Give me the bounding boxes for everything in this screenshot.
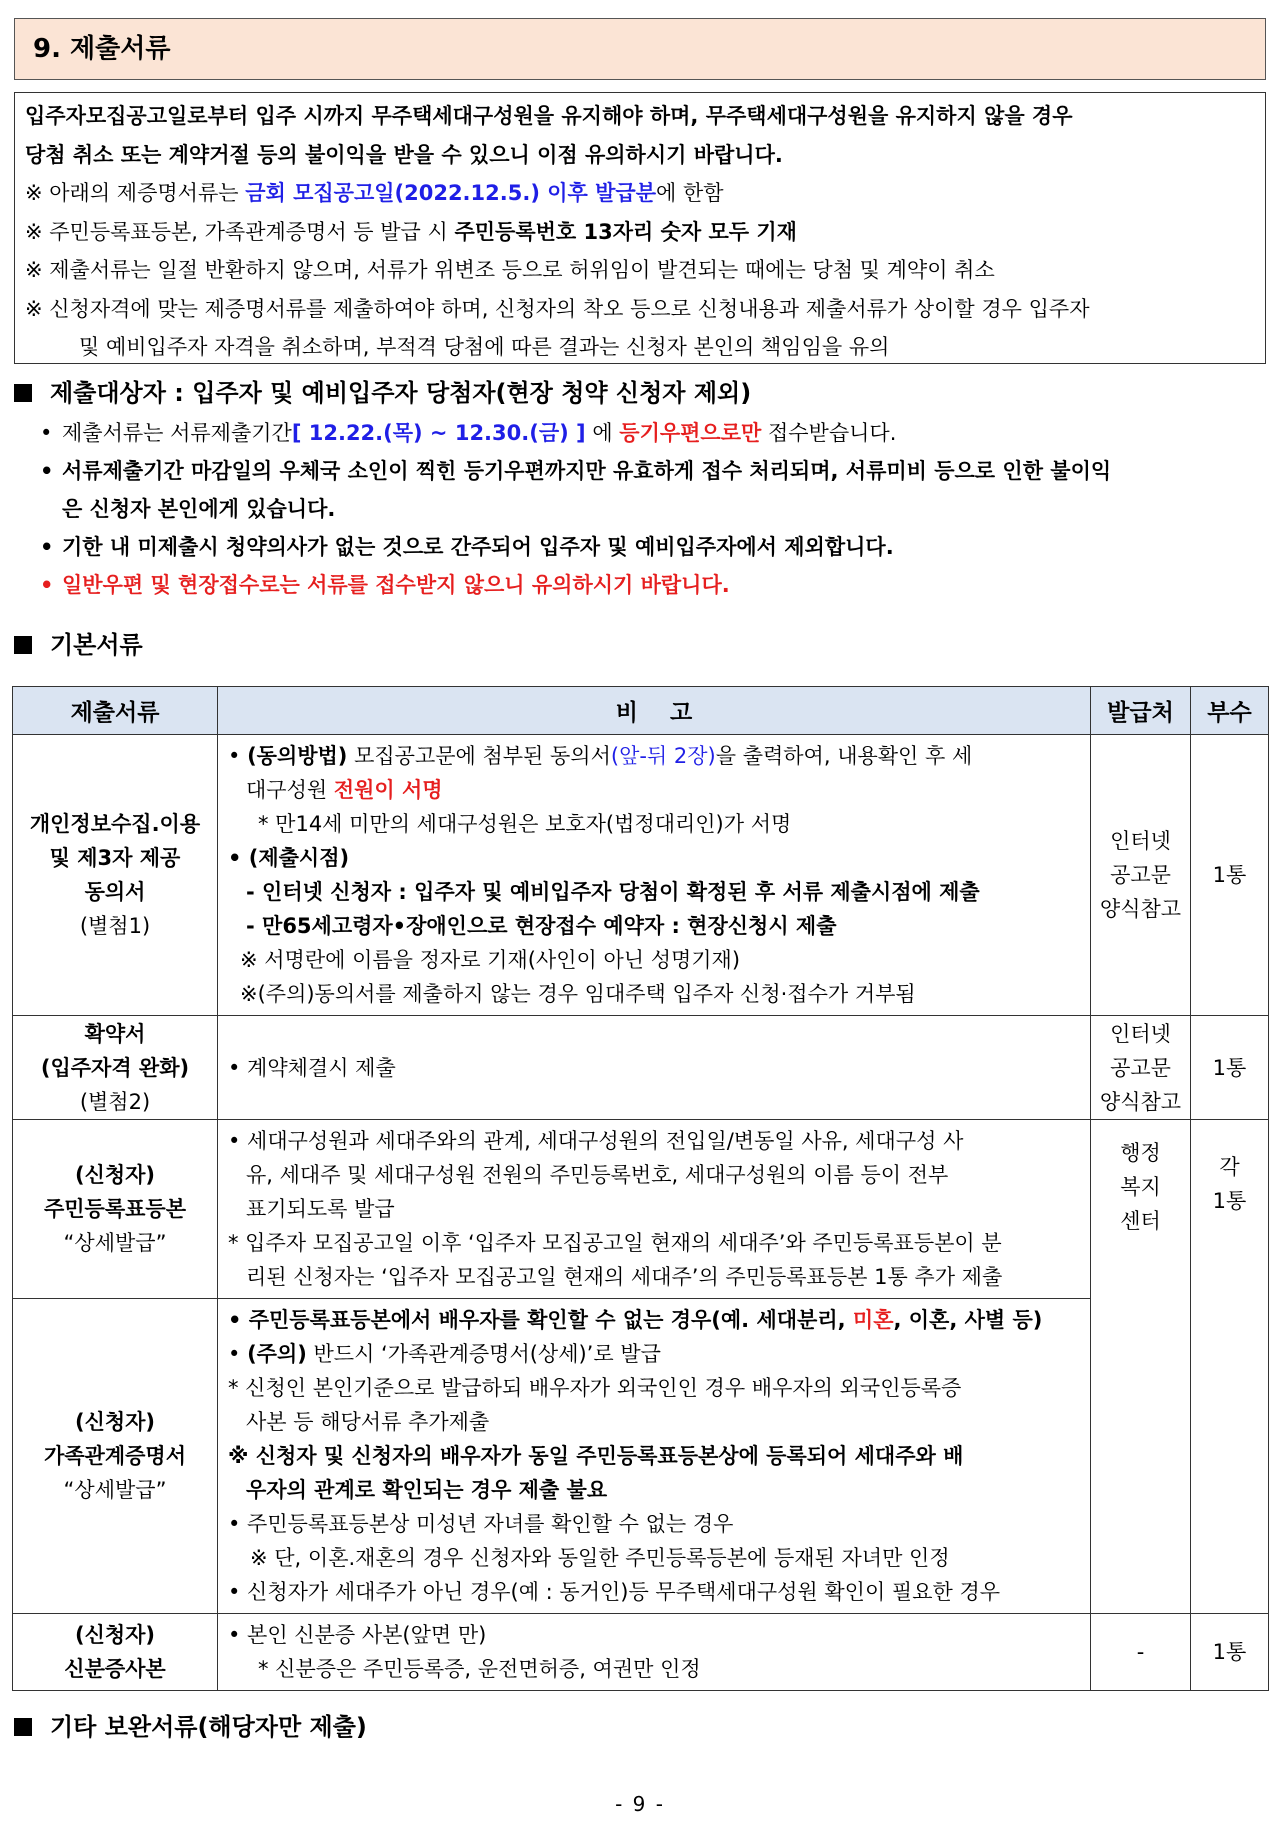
bullet-item bbox=[40, 414, 1260, 452]
issuer-line: 양식참고 bbox=[1099, 1089, 1182, 1114]
copies-consent: 1통 bbox=[1191, 735, 1269, 1016]
remark-text: 을 출력하여, 내용확인 후 세 bbox=[715, 744, 973, 768]
remark-line: 우자의 관계로 확인되는 경우 제출 불요 bbox=[246, 1478, 608, 1502]
doc-name-line: “상세발급” bbox=[63, 1231, 167, 1255]
documents-table bbox=[12, 686, 1269, 1691]
doc-name-id-copy bbox=[13, 1614, 218, 1691]
remarks-pledge bbox=[218, 1016, 1091, 1120]
doc-name-family-cert bbox=[13, 1299, 218, 1614]
bullet-text: 에 bbox=[585, 421, 620, 445]
remark-line: 리된 신청자는 ‘입주자 모집공고일 현재의 세대주’의 주민등록표등본 1통 추가 제출 bbox=[246, 1265, 1003, 1289]
other-docs-title-text: 기타 보완서류(해당자만 제출) bbox=[50, 1713, 367, 1741]
header-remarks: 비 고 bbox=[218, 687, 1091, 735]
table-row bbox=[13, 1016, 1269, 1120]
remark-line bbox=[228, 1337, 1084, 1371]
page-number: - 9 - bbox=[615, 1792, 665, 1816]
issuer-id-copy: - bbox=[1091, 1614, 1191, 1691]
notice-highlight: 금회 모집공고일(2022.12.5.) 이후 발급분 bbox=[245, 181, 656, 205]
square-bullet-icon bbox=[14, 636, 32, 654]
target-bullets bbox=[40, 414, 1260, 604]
table-row bbox=[13, 735, 1269, 1016]
table-header-row bbox=[13, 687, 1269, 735]
issuer-line: 양식참고 bbox=[1099, 897, 1182, 921]
notice-line bbox=[25, 174, 1257, 213]
doc-name-line: 및 제3자 제공 bbox=[49, 846, 181, 870]
doc-name-line: 가족관계증명서 bbox=[43, 1444, 186, 1468]
table-row bbox=[13, 1120, 1269, 1299]
copies-id-copy: 1통 bbox=[1191, 1614, 1269, 1691]
issuer-welfare-center bbox=[1091, 1120, 1191, 1614]
issuer-line: 공고문 bbox=[1110, 863, 1171, 887]
remark-line: ※(주의)동의서를 제출하지 않는 경우 임대주택 입주자 신청·접수가 거부됨 bbox=[240, 982, 916, 1006]
remark-text: , 이혼, 사별 등) bbox=[893, 1308, 1043, 1332]
remark-red: 미혼 bbox=[852, 1308, 894, 1332]
bullet-continuation: 은 신청자 본인에게 있습니다. bbox=[62, 497, 336, 521]
remark-text: • bbox=[228, 744, 248, 768]
issuer-pledge bbox=[1091, 1016, 1191, 1120]
notice-text: 에 한함 bbox=[655, 181, 724, 205]
other-docs-title bbox=[14, 1712, 367, 1742]
issuer-line: 인터넷 bbox=[1110, 829, 1171, 853]
issuer-line: 복지 bbox=[1120, 1175, 1161, 1199]
remark-text: 반드시 ‘가족관계증명서(상세)’로 발급 bbox=[306, 1342, 661, 1366]
header-issuer: 발급처 bbox=[1091, 687, 1191, 735]
remark-line: 유, 세대주 및 세대구성원 전원의 주민등록번호, 세대구성원의 이름 등이 전부 bbox=[246, 1163, 949, 1187]
doc-name-line: (신청자) bbox=[74, 1410, 156, 1434]
remark-text: 대구성원 bbox=[246, 778, 334, 802]
copies-line: 1통 bbox=[1212, 1189, 1247, 1213]
remark-line: * 입주자 모집공고일 이후 ‘입주자 모집공고일 현재의 세대주’와 주민등록표등본이 분 bbox=[228, 1231, 1002, 1255]
remark-text: • bbox=[228, 1342, 248, 1366]
remark-line: • (제출시점) bbox=[228, 846, 350, 870]
square-bullet-icon bbox=[14, 384, 32, 402]
remark-line: * 만14세 미만의 세대구성원은 보호자(법정대리인)가 서명 bbox=[258, 812, 792, 836]
notice-line: 및 예비입주자 자격을 취소하며, 부적격 당첨에 따른 결과는 신청자 본인의 책임임을 유의 bbox=[79, 335, 890, 359]
doc-name-pledge bbox=[13, 1016, 218, 1120]
copies-each bbox=[1191, 1120, 1269, 1614]
remarks-resident-register bbox=[218, 1120, 1091, 1299]
doc-name-line: (별첨1) bbox=[79, 914, 151, 938]
table-row bbox=[13, 1614, 1269, 1691]
remark-bold: (동의방법) bbox=[247, 744, 348, 768]
notice-text: ※ 아래의 제증명서류는 bbox=[25, 181, 246, 205]
doc-name-line: 주민등록표등본 bbox=[43, 1197, 186, 1221]
notice-line: 당첨 취소 또는 계약거절 등의 불이익을 받을 수 있으니 이점 유의하시기 바랍니다. bbox=[25, 142, 783, 167]
table-row bbox=[13, 1299, 1269, 1614]
remark-line: ※ 단, 이혼.재혼의 경우 신청자와 동일한 주민등록등본에 등재된 자녀만 인정 bbox=[250, 1546, 950, 1570]
remark-line: * 신분증은 주민등록증, 운전면허증, 여권만 인정 bbox=[258, 1657, 701, 1681]
remark-bold: (주의) bbox=[247, 1342, 307, 1366]
bullet-item: • 서류제출기간 마감일의 우체국 소인이 찍힌 등기우편까지만 유효하게 접수 처리되며, 서류미비 등으로 인한 불이익 bbox=[40, 452, 1260, 490]
remark-line: - 인터넷 신청자 : 입주자 및 예비입주자 당첨이 확정된 후 서류 제출시점에 제출 bbox=[246, 880, 980, 904]
copies-pledge: 1통 bbox=[1191, 1016, 1269, 1120]
remark-line: ※ 신청자 및 신청자의 배우자가 동일 주민등록표등본상에 등록되어 세대주와 배 bbox=[228, 1444, 964, 1468]
bullet-item-warning: • 일반우편 및 현장접수로는 서류를 접수받지 않으니 유의하시기 바랍니다. bbox=[40, 566, 1260, 604]
remark-text: 모집공고문에 첨부된 동의서 bbox=[347, 744, 611, 768]
doc-name-line: 동의서 bbox=[84, 880, 146, 904]
notice-text: ※ 주민등록표등본, 가족관계증명서 등 발급 시 bbox=[25, 219, 455, 244]
remarks-id-copy bbox=[218, 1614, 1091, 1691]
issuer-line: 인터넷 bbox=[1110, 1021, 1171, 1046]
doc-name-line: 개인정보수집.이용 bbox=[29, 812, 201, 836]
doc-name-line: (신청자) bbox=[74, 1163, 156, 1187]
remark-line bbox=[228, 739, 1084, 773]
remark-blue: (앞-뒤 2장) bbox=[610, 744, 716, 768]
notice-box bbox=[14, 92, 1266, 364]
notice-line: ※ 제출서류는 일절 반환하지 않으며, 서류가 위변조 등으로 허위임이 발견되는 때에는 당첨 및 계약이 취소 bbox=[25, 258, 995, 282]
doc-name-consent bbox=[13, 735, 218, 1016]
remark-line: ※ 서명란에 이름을 정자로 기재(사인이 아닌 성명기재) bbox=[240, 948, 741, 972]
header-copies: 부수 bbox=[1191, 687, 1269, 735]
doc-name-resident-register bbox=[13, 1120, 218, 1299]
notice-line: ※ 신청자격에 맞는 제증명서류를 제출하여야 하며, 신청자의 착오 등으로 신청내용과 제출서류가 상이할 경우 입주자 bbox=[25, 296, 1090, 321]
remark-text: • 주민등록표등본에서 배우자를 확인할 수 없는 경우(예. 세대분리, bbox=[228, 1308, 853, 1332]
remark-line: • 본인 신분증 사본(앞면 만) bbox=[228, 1623, 487, 1647]
target-title-text: 제출대상자 : 입주자 및 예비입주자 당첨자(현장 청약 신청자 제외) bbox=[50, 379, 752, 407]
doc-name-line: 확약서 bbox=[84, 1021, 146, 1046]
issuer-line: 공고문 bbox=[1110, 1055, 1171, 1080]
bullet-text: 제출서류는 서류제출기간 bbox=[62, 421, 292, 445]
issuer-consent bbox=[1091, 735, 1191, 1016]
doc-name-line: (신청자) bbox=[74, 1623, 156, 1647]
notice-line: 입주자모집공고일로부터 입주 시까지 무주택세대구성원을 유지해야 하며, 무주택세대구성원을 유지하지 않을 경우 bbox=[25, 104, 1073, 128]
remark-line: 사본 등 해당서류 추가제출 bbox=[246, 1410, 490, 1434]
remarks-consent bbox=[218, 735, 1091, 1016]
remark-line bbox=[228, 1303, 1084, 1337]
bullet-text: 접수받습니다. bbox=[761, 421, 897, 445]
square-bullet-icon bbox=[14, 1718, 32, 1736]
remark-line: * 신청인 본인기준으로 발급하되 배우자가 외국인인 경우 배우자의 외국인등록증 bbox=[228, 1376, 962, 1400]
remark-line: 표기되도록 발급 bbox=[246, 1197, 395, 1221]
registered-mail-highlight: 등기우편으로만 bbox=[619, 421, 762, 445]
period-highlight: [ 12.22.(목) ~ 12.30.(금) ] bbox=[291, 421, 586, 445]
doc-name-line: (입주자격 완화) bbox=[40, 1055, 190, 1080]
section-title: 9. 제출서류 bbox=[14, 18, 1266, 80]
remark-line: - 만65세고령자•장애인으로 현장접수 예약자 : 현장신청시 제출 bbox=[246, 914, 837, 938]
remark-red: 전원이 서명 bbox=[333, 778, 443, 802]
remark-line: • 주민등록표등본상 미성년 자녀를 확인할 수 없는 경우 bbox=[228, 1512, 734, 1536]
notice-bold: 주민등록번호 13자리 숫자 모두 기재 bbox=[454, 219, 797, 244]
basic-docs-title bbox=[14, 630, 143, 660]
remark-line: • 계약체결시 제출 bbox=[228, 1055, 396, 1080]
remarks-family-cert bbox=[218, 1299, 1091, 1614]
notice-line bbox=[25, 213, 1257, 252]
basic-docs-title-text: 기본서류 bbox=[50, 631, 143, 659]
remark-line bbox=[228, 773, 1084, 807]
bullet-item: • 기한 내 미제출시 청약의사가 없는 것으로 간주되어 입주자 및 예비입주자에서 제외합니다. bbox=[40, 528, 1260, 566]
target-title bbox=[14, 378, 751, 408]
issuer-line: 센터 bbox=[1120, 1209, 1161, 1233]
header-doc: 제출서류 bbox=[13, 687, 218, 735]
doc-name-line: 신분증사본 bbox=[64, 1657, 166, 1681]
remark-line: • 신청자가 세대주가 아닌 경우(예 : 동거인)등 무주택세대구성원 확인이 필요한 경우 bbox=[228, 1580, 1001, 1604]
remark-line: • 세대구성원과 세대주와의 관계, 세대구성원의 전입일/변동일 사유, 세대구성 사 bbox=[228, 1129, 964, 1153]
doc-name-line: “상세발급” bbox=[63, 1478, 167, 1502]
issuer-line: 행정 bbox=[1120, 1141, 1161, 1165]
copies-line: 각 bbox=[1219, 1155, 1240, 1179]
doc-name-line: (별첨2) bbox=[79, 1089, 151, 1114]
